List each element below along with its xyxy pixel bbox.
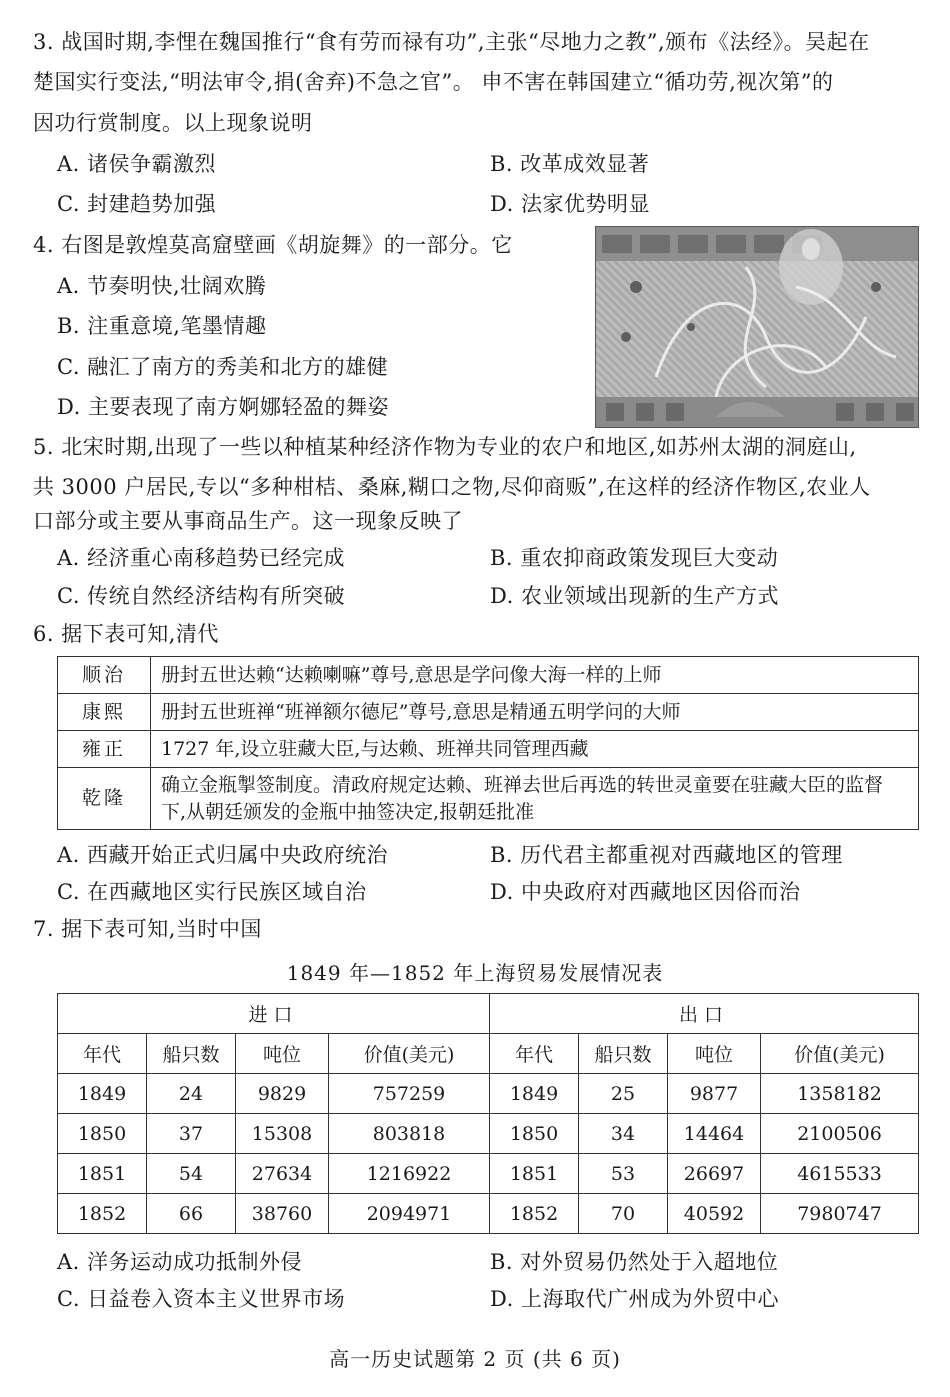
cell: 14464 <box>668 1114 761 1154</box>
cell: 1849 <box>490 1074 579 1114</box>
column-header: 船只数 <box>579 1034 668 1074</box>
table-row <box>58 1114 919 1154</box>
shanghai-trade-table <box>57 993 919 1234</box>
q5-option-a: A. 经济重心南移趋势已经完成 <box>57 546 346 570</box>
q3-option-b: B. 改革成效显著 <box>490 152 650 176</box>
table-header-row <box>58 1034 919 1074</box>
export-header: 出口 <box>490 994 919 1034</box>
q6-option-c: C. 在西藏地区实行民族区域自治 <box>57 880 367 904</box>
cell: 757259 <box>329 1074 490 1114</box>
column-header: 船只数 <box>147 1034 236 1074</box>
q4-option-c: C. 融汇了南方的秀美和北方的雄健 <box>57 355 389 379</box>
policy-cell: 册封五世达赖“达赖喇嘛”尊号,意思是学问像大海一样的上师 <box>151 657 919 694</box>
q6-option-b: B. 历代君主都重视对西藏地区的管理 <box>490 843 843 867</box>
q7-option-a: A. 洋务运动成功抵制外侵 <box>57 1250 303 1274</box>
q7-option-c: C. 日益卷入资本主义世界市场 <box>57 1287 346 1311</box>
table-row <box>58 1194 919 1234</box>
column-header: 年代 <box>58 1034 147 1074</box>
cell: 53 <box>579 1154 668 1194</box>
q4-stem: 4. 右图是敦煌莫高窟壁画《胡旋舞》的一部分。它 <box>33 233 513 257</box>
cell: 4615533 <box>761 1154 919 1194</box>
q7-option-b: B. 对外贸易仍然处于入超地位 <box>490 1250 779 1274</box>
cell: 25 <box>579 1074 668 1114</box>
q7-option-d: D. 上海取代广州成为外贸中心 <box>490 1287 779 1311</box>
cell: 37 <box>147 1114 236 1154</box>
import-header: 进口 <box>58 994 490 1034</box>
emperor-cell: 雍正 <box>58 731 151 768</box>
q7-stem: 7. 据下表可知,当时中国 <box>33 917 262 941</box>
table-row <box>58 731 919 768</box>
cell: 66 <box>147 1194 236 1234</box>
q3-line-2: 楚国实行变法,“明法审令,捐(舍弃)不急之官”。 申不害在韩国建立“循功劳,视次第”的 <box>33 70 834 94</box>
column-header: 吨位 <box>236 1034 329 1074</box>
q3-line-3: 因功行赏制度。以上现象说明 <box>33 111 313 135</box>
cell: 54 <box>147 1154 236 1194</box>
cell: 1850 <box>490 1114 579 1154</box>
q3-line-1: 3. 战国时期,李悝在魏国推行“食有劳而禄有功”,主张“尽地力之教”,颁布《法经》。吴起在 <box>33 30 870 54</box>
column-header: 价值(美元) <box>329 1034 490 1074</box>
policy-cell: 确立金瓶掣签制度。清政府规定达赖、班禅去世后再选的转世灵童要在驻藏大臣的监督下,从朝廷颁发的金瓶中抽签决定,报朝廷批准 <box>151 768 919 830</box>
q6-option-a: A. 西藏开始正式归属中央政府统治 <box>57 843 389 867</box>
policy-cell: 1727 年,设立驻藏大臣,与达赖、班禅共同管理西藏 <box>151 731 919 768</box>
q4-option-d: D. 主要表现了南方婀娜轻盈的舞姿 <box>57 395 389 419</box>
emperor-cell: 康熙 <box>58 694 151 731</box>
cell: 27634 <box>236 1154 329 1194</box>
q5-line-1: 5. 北宋时期,出现了一些以种植某种经济作物为专业的农户和地区,如苏州太湖的洞庭山, <box>33 435 857 459</box>
cell: 803818 <box>329 1114 490 1154</box>
cell: 15308 <box>236 1114 329 1154</box>
cell: 70 <box>579 1194 668 1234</box>
column-header: 年代 <box>490 1034 579 1074</box>
cell: 1849 <box>58 1074 147 1114</box>
cell: 38760 <box>236 1194 329 1234</box>
q3-option-a: A. 诸侯争霸激烈 <box>57 152 217 176</box>
table-row <box>58 694 919 731</box>
cell: 1851 <box>490 1154 579 1194</box>
q6-stem: 6. 据下表可知,清代 <box>33 622 219 646</box>
emperor-cell: 乾隆 <box>58 768 151 830</box>
cell: 9829 <box>236 1074 329 1114</box>
dunhuang-mural-image <box>595 226 919 428</box>
cell: 9877 <box>668 1074 761 1114</box>
cell: 1852 <box>58 1194 147 1234</box>
policy-cell: 册封五世班禅“班禅额尔德尼”尊号,意思是精通五明学问的大师 <box>151 694 919 731</box>
q3-option-c: C. 封建趋势加强 <box>57 192 217 216</box>
table-caption: 1849 年—1852 年上海贸易发展情况表 <box>286 961 664 985</box>
table-row <box>58 657 919 694</box>
cell: 7980747 <box>761 1194 919 1234</box>
cell: 1852 <box>490 1194 579 1234</box>
cell: 40592 <box>668 1194 761 1234</box>
cell: 24 <box>147 1074 236 1114</box>
q5-line-3: 口部分或主要从事商品生产。这一现象反映了 <box>33 509 463 533</box>
qing-tibet-policy-table <box>57 656 919 830</box>
q4-option-a: A. 节奏明快,壮阔欢腾 <box>57 274 267 298</box>
cell: 1358182 <box>761 1074 919 1114</box>
cell: 26697 <box>668 1154 761 1194</box>
cell: 2100506 <box>761 1114 919 1154</box>
table-row <box>58 1154 919 1194</box>
q4-option-b: B. 注重意境,笔墨情趣 <box>57 314 267 338</box>
q5-option-d: D. 农业领域出现新的生产方式 <box>490 584 779 608</box>
mural-illustration <box>596 227 918 427</box>
table-header-group-row <box>58 994 919 1034</box>
page-footer: 高一历史试题第 2 页 (共 6 页) <box>329 1347 621 1371</box>
cell: 1850 <box>58 1114 147 1154</box>
q5-option-c: C. 传统自然经济结构有所突破 <box>57 584 346 608</box>
cell: 1851 <box>58 1154 147 1194</box>
cell: 34 <box>579 1114 668 1154</box>
cell: 1216922 <box>329 1154 490 1194</box>
q5-option-b: B. 重农抑商政策发现巨大变动 <box>490 546 779 570</box>
column-header: 吨位 <box>668 1034 761 1074</box>
column-header: 价值(美元) <box>761 1034 919 1074</box>
table-row <box>58 1074 919 1114</box>
emperor-cell: 顺治 <box>58 657 151 694</box>
q5-line-2: 共 3000 户居民,专以“多种柑桔、桑麻,糊口之物,尽仰商贩”,在这样的经济作物区,农业人 <box>33 475 871 499</box>
table-row <box>58 768 919 830</box>
q3-option-d: D. 法家优势明显 <box>490 192 650 216</box>
cell: 2094971 <box>329 1194 490 1234</box>
q6-option-d: D. 中央政府对西藏地区因俗而治 <box>490 880 801 904</box>
